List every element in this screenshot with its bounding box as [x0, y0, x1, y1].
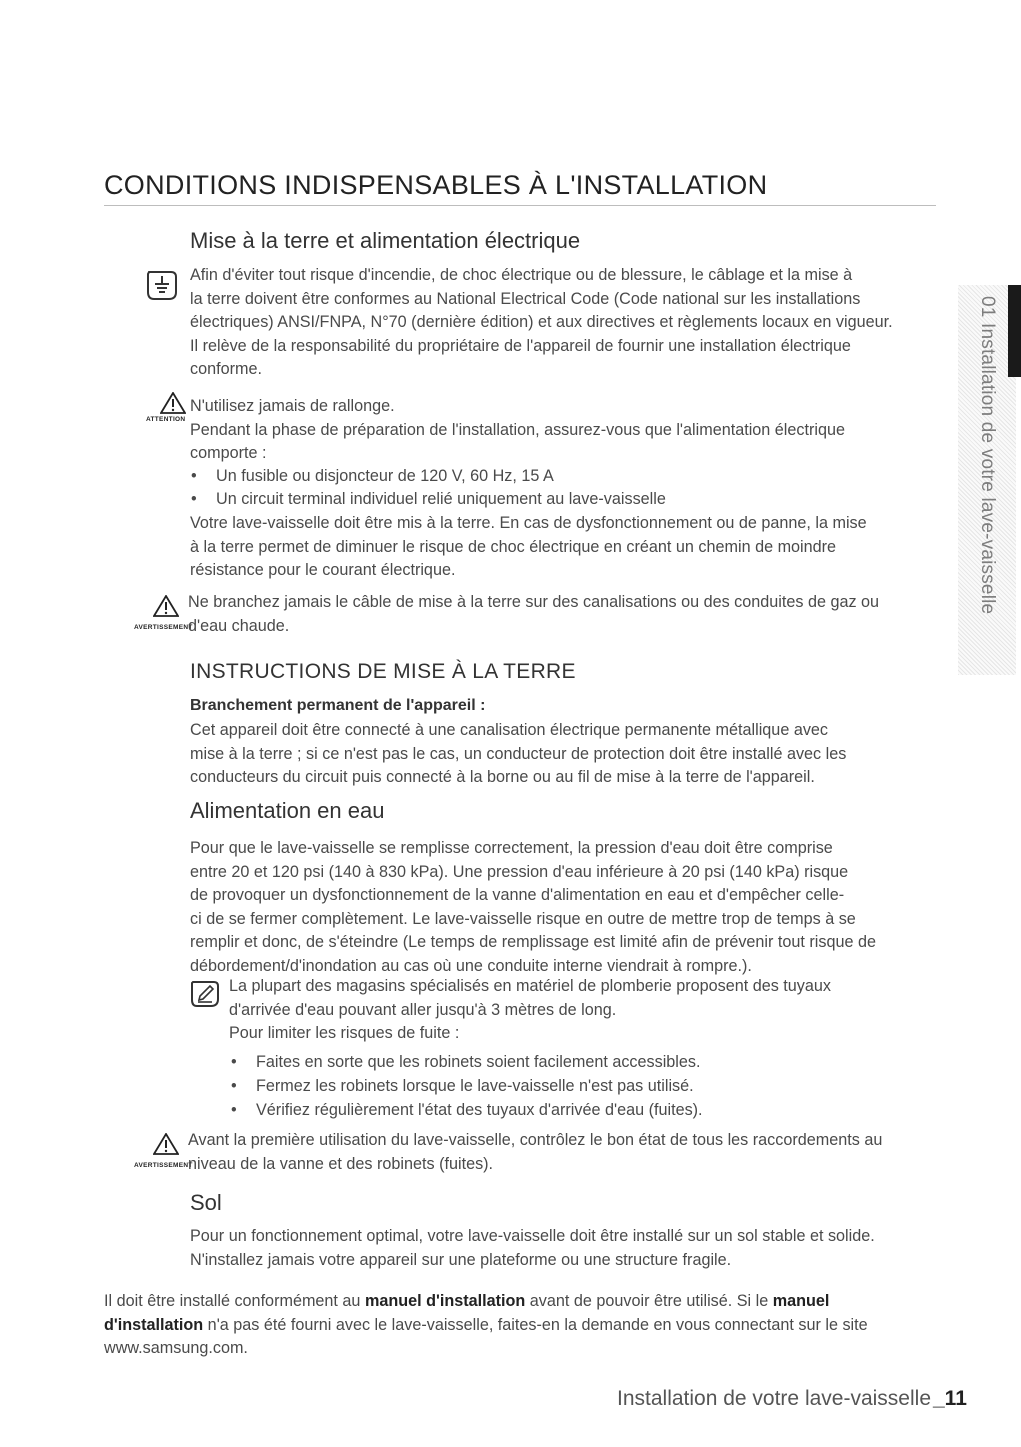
text-line: Cet appareil doit être connecté à une canalisation électrique permanente métallique avec	[190, 721, 829, 739]
text-line: entre 20 et 120 psi (140 à 830 kPa). Une pression d'eau inférieure à 20 psi (140 kPa) risque	[190, 862, 849, 881]
grounding-explanation	[190, 512, 867, 583]
text-line: conforme.	[190, 360, 262, 378]
text-line: ci de se fermer complètement. Le lave-vaisselle risque en outre de mettre trop de temps à se	[190, 909, 856, 928]
list-item: • Fermez les robinets lorsque le lave-vaisselle n'est pas utilisé.	[256, 1075, 694, 1099]
text-line: Ne branchez jamais le câble de mise à la terre sur des canalisations ou des conduites de gaz ou	[188, 593, 880, 611]
text-line: la terre doivent être conformes au National Electrical Code (Code national sur les installations	[190, 289, 861, 308]
text-line: N'utilisez jamais de rallonge.	[190, 397, 395, 415]
note-icon	[145, 270, 179, 302]
text-line: Pour limiter les risques de fuite :	[229, 1024, 460, 1042]
manual-link-text: manuel d'installation	[364, 1292, 526, 1310]
section-heading-water: Alimentation en eau	[190, 798, 385, 823]
section-heading-instructions: INSTRUCTIONS DE MISE À LA TERRE	[190, 660, 576, 683]
text-line: Il doit être installé conformément au manuel d'installation avant de pouvoir être utilisé. Si le manuel	[104, 1292, 830, 1310]
warning-block-gas	[188, 591, 879, 638]
text-line: Afin d'éviter tout risque d'incendie, de choc électrique ou de blessure, le câblage et la mise à	[190, 266, 853, 284]
text-line: Avant la première utilisation du lave-vaisselle, contrôlez le bon état de tous les raccordements au	[188, 1131, 883, 1149]
note-block-hoses	[229, 975, 831, 1046]
list-item: • Faites en sorte que les robinets soient facilement accessibles.	[256, 1051, 701, 1075]
text-line: d'arrivée d'eau pouvant aller jusqu'à 3 mètres de long.	[229, 1000, 617, 1019]
warning-block-leaks	[188, 1129, 882, 1176]
section-heading-ground: Mise à la terre et alimentation électrique	[190, 228, 581, 253]
text-line: débordement/d'inondation au cas où une conduite interne viendrait à rompre.).	[190, 956, 752, 975]
attention-label: ATTENTION	[146, 416, 186, 423]
text-line: à la terre permet de diminuer le risque de choc électrique en créant un chemin de moindre	[190, 537, 837, 556]
text-line: Votre lave-vaisselle doit être mis à la terre. En cas de dysfonctionnement ou de panne, la mise	[190, 514, 867, 532]
page-title: CONDITIONS INDISPENSABLES À L'INSTALLATION	[104, 170, 936, 206]
text-line: électriques) ANSI/FNPA, N°70 (dernière édition) et aux directives et règlements locaux en vigueur.	[190, 313, 893, 331]
warning-triangle-icon	[160, 392, 186, 414]
subheading-permanent: Branchement permanent de l'appareil :	[190, 697, 486, 714]
text-line: remplir et donc, de s'éteindre (Le temps de remplissage est limité afin de prévenir tout risque de	[190, 933, 877, 951]
closing-paragraph	[104, 1290, 868, 1361]
text-line: N'installez jamais votre appareil sur une plateforme ou une structure fragile.	[190, 1250, 732, 1269]
text-line: Pendant la phase de préparation de l'installation, assurez-vous que l'alimentation électrique	[190, 420, 845, 439]
list-item: • Vérifiez régulièrement l'état des tuyaux d'arrivée d'eau (fuites).	[256, 1099, 703, 1123]
list-item: • Un fusible ou disjoncteur de 120 V, 60 Hz, 15 A	[216, 465, 554, 489]
text-line: de provoquer un dysfonctionnement de la vanne d'alimentation en eau et d'empêcher celle-	[190, 886, 845, 904]
text-line: d'eau chaude.	[188, 616, 290, 635]
text-line: mise à la terre ; si ce n'est pas le cas, un conducteur de protection doit être installé avec les	[190, 744, 847, 763]
text-line: La plupart des magasins spécialisés en matériel de plomberie proposent des tuyaux	[229, 977, 831, 995]
text-line: Pour que le lave-vaisselle se remplisse correctement, la pression d'eau doit être comprise	[190, 839, 833, 857]
page-number: _11	[933, 1387, 967, 1410]
text-line: niveau de la vanne et des robinets (fuites).	[188, 1154, 494, 1173]
note-pencil-icon	[190, 979, 220, 1009]
text-line: comporte :	[190, 444, 267, 462]
water-body	[190, 837, 876, 978]
attention-block	[190, 395, 845, 466]
text-line: Pour un fonctionnement optimal, votre lave-vaisselle doit être installé sur un sol stable et solide.	[190, 1227, 875, 1245]
text-line: d'installation n'a pas été fourni avec le lave-vaisselle, faites-en la demande en vous connectant sur le site	[104, 1315, 868, 1334]
warning-label: AVERTISSEMENT	[134, 624, 193, 631]
note-block-wiring	[190, 264, 893, 382]
warning-triangle-icon	[153, 595, 179, 617]
warning-label: AVERTISSEMENT	[134, 1162, 193, 1169]
text-line: Il relève de la responsabilité du propriétaire de l'appareil de fournir une installation électrique	[190, 336, 851, 355]
floor-body	[190, 1225, 875, 1272]
chapter-tab-marker	[1008, 285, 1021, 377]
chapter-sidebar-label: 01 Installation de votre lave-vaisselle	[977, 296, 998, 615]
instructions-body	[190, 719, 846, 790]
section-heading-floor: Sol	[190, 1190, 222, 1215]
list-item: • Un circuit terminal individuel relié uniquement au lave-vaisselle	[216, 488, 666, 512]
footer-section-title: Installation de votre lave-vaisselle	[617, 1387, 931, 1410]
website-url: www.samsung.com.	[104, 1339, 248, 1357]
text-line: conducteurs du circuit puis connecté à la borne ou au fil de mise à la terre de l'appareil.	[190, 768, 815, 786]
text-line: résistance pour le courant électrique.	[190, 561, 456, 579]
warning-triangle-icon	[153, 1133, 179, 1155]
